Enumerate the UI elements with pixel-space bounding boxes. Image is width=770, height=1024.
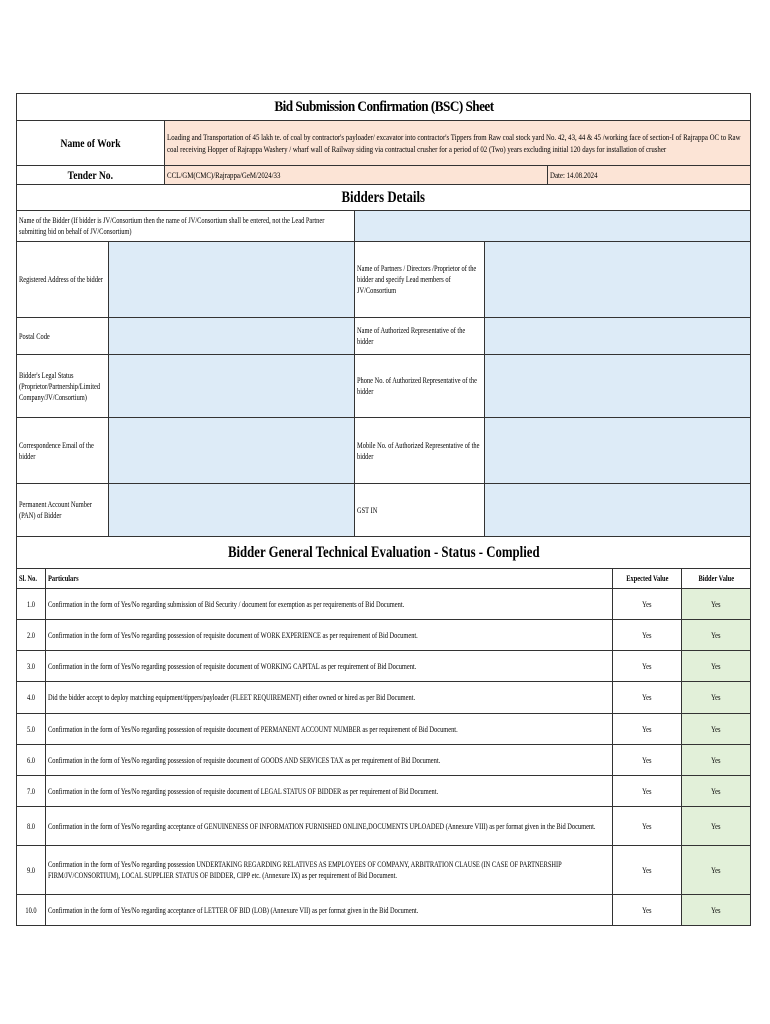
row-expected-value: Yes xyxy=(613,807,682,846)
row-particulars: Confirmation in the form of Yes/No regarding possession of requisite document of PERMANENT ACCOUNT NUMBER as per requirement of Bid Document. xyxy=(46,714,613,745)
row-particulars: Confirmation in the form of Yes/No regarding possession of requisite document of GOODS AND SERVICES TAX as per requirement of Bid Document. xyxy=(46,745,613,776)
registered-address-label: Registered Address of the bidder xyxy=(17,242,109,318)
row-sl-no: 6.0 xyxy=(17,745,46,776)
row-particulars: Confirmation in the form of Yes/No regarding acceptance of GENUINENESS OF INFORMATION FURNISHED ONLINE,DOCUMENTS UPLOADED (Annexure VIII) as per format given in the Bid Document. xyxy=(46,807,613,846)
row-bidder-value[interactable]: Yes xyxy=(682,895,751,926)
pan-label: Permanent Account Number (PAN) of Bidder xyxy=(17,484,109,537)
row-bidder-value[interactable]: Yes xyxy=(682,682,751,714)
table-row xyxy=(17,682,751,714)
rep-mobile-input[interactable] xyxy=(485,418,751,484)
rep-phone-input[interactable] xyxy=(485,355,751,418)
row-expected-value: Yes xyxy=(613,846,682,895)
name-of-work-value[interactable]: Loading and Transportation of 45 lakh te. of coal by contractor's payloader/ excavator into contractor's Tippers from Raw coal stock yard No. 42, 43, 44 & 45 /working face of section-I of Rajrappa OC to Raw coal receiving Hopper of Rajrappa Washery / wharf wall of Railway siding via contractual crusher for a period of 02 (Two) years excluding initial 120 days for installation of crusher xyxy=(165,121,751,166)
authorized-rep-name-input[interactable] xyxy=(485,318,751,355)
evaluation-header-row xyxy=(17,569,751,589)
row-particulars: Confirmation in the form of Yes/No regarding possession of requisite document of WORKING CAPITAL as per requirement of Bid Document. xyxy=(46,651,613,682)
row-particulars: Confirmation in the form of Yes/No regarding possession of requisite document of LEGAL STATUS OF BIDDER as per requirement of Bid Document. xyxy=(46,776,613,807)
table-row xyxy=(17,776,751,807)
table-row xyxy=(17,846,751,895)
bidder-name-input[interactable] xyxy=(355,211,751,242)
table-row xyxy=(17,807,751,846)
sheet-title: Bid Submission Confirmation (BSC) Sheet xyxy=(61,94,707,121)
pan-input[interactable] xyxy=(109,484,355,537)
row-expected-value: Yes xyxy=(613,589,682,620)
row-sl-no: 1.0 xyxy=(17,589,46,620)
row-expected-value: Yes xyxy=(613,745,682,776)
evaluation-table xyxy=(16,568,751,926)
row-sl-no: 7.0 xyxy=(17,776,46,807)
row-bidder-value[interactable]: Yes xyxy=(682,620,751,651)
col-particulars: Particulars xyxy=(46,569,613,589)
gstin-label: GST IN xyxy=(355,484,485,537)
row-sl-no: 4.0 xyxy=(17,682,46,714)
correspondence-email-input[interactable] xyxy=(109,418,355,484)
table-row xyxy=(17,651,751,682)
row-bidder-value[interactable]: Yes xyxy=(682,807,751,846)
row-bidder-value[interactable]: Yes xyxy=(682,745,751,776)
row-bidder-value[interactable]: Yes xyxy=(682,589,751,620)
row-bidder-value[interactable]: Yes xyxy=(682,651,751,682)
tender-no-value[interactable]: CCL/GM(CMC)/Rajrappa/GeM/2024/33 xyxy=(165,166,548,185)
header-table xyxy=(16,93,751,211)
registered-address-input[interactable] xyxy=(109,242,355,318)
authorized-rep-name-label: Name of Authorized Representative of the bidder xyxy=(355,318,485,355)
table-row xyxy=(17,714,751,745)
bidders-details-heading: Bidders Details xyxy=(17,185,751,211)
row-sl-no: 8.0 xyxy=(17,807,46,846)
legal-status-input[interactable] xyxy=(109,355,355,418)
tender-date: Date: 14.08.2024 xyxy=(548,166,751,185)
table-row xyxy=(17,895,751,926)
correspondence-email-label: Correspondence Email of the bidder xyxy=(17,418,109,484)
row-expected-value: Yes xyxy=(613,651,682,682)
row-sl-no: 5.0 xyxy=(17,714,46,745)
row-expected-value: Yes xyxy=(613,682,682,714)
rep-mobile-label: Mobile No. of Authorized Representative of the bidder xyxy=(355,418,485,484)
row-bidder-value[interactable]: Yes xyxy=(682,846,751,895)
row-particulars: Confirmation in the form of Yes/No regarding submission of Bid Security / document for exemption as per requirements of Bid Document. xyxy=(46,589,613,620)
row-sl-no: 2.0 xyxy=(17,620,46,651)
col-expected-value: Expected Value xyxy=(613,569,682,589)
name-of-work-label: Name of Work xyxy=(17,121,165,166)
table-row xyxy=(17,620,751,651)
row-sl-no: 9.0 xyxy=(17,846,46,895)
rep-phone-label: Phone No. of Authorized Representative of the bidder xyxy=(355,355,485,418)
row-expected-value: Yes xyxy=(613,776,682,807)
col-bidder-value: Bidder Value xyxy=(682,569,751,589)
tender-no-label: Tender No. xyxy=(17,166,165,185)
partners-input[interactable] xyxy=(485,242,751,318)
postal-code-input[interactable] xyxy=(109,318,355,355)
col-sl-no: Sl. No. xyxy=(17,569,46,589)
bidder-name-label: Name of the Bidder (If bidder is JV/Consortium then the name of JV/Consortium shall be entered, not the Lead Partner submitting bid on behalf of JV/Consortium) xyxy=(17,211,355,242)
row-particulars: Confirmation in the form of Yes/No regarding acceptance of LETTER OF BID (LOB) (Annexure VII) as per format given in the Bid Document. xyxy=(46,895,613,926)
row-expected-value: Yes xyxy=(613,620,682,651)
row-sl-no: 10.0 xyxy=(17,895,46,926)
row-bidder-value[interactable]: Yes xyxy=(682,714,751,745)
bsc-sheet xyxy=(16,93,750,926)
row-bidder-value[interactable]: Yes xyxy=(682,776,751,807)
row-particulars: Did the bidder accept to deploy matching equipment/tippers/payloader (FLEET REQUIREMENT) either owned or hired as per Bid Document. xyxy=(46,682,613,714)
postal-code-label: Postal Code xyxy=(17,318,109,355)
row-particulars: Confirmation in the form of Yes/No regarding possession UNDERTAKING REGARDING RELATIVES AS EMPLOYEES OF COMPANY, ARBITRATION CLAUSE (IN CASE OF PARTNERSHIP FIRM/JV/CONSORTIUM), LOCAL SUPPLIER STATUS OF BIDDER, CIPP etc. (Annexure IX) as per requirement of Bid Document. xyxy=(46,846,613,895)
partners-label: Name of Partners / Directors /Proprietor of the bidder and specify Lead members of JV/Consortium xyxy=(355,242,485,318)
evaluation-heading: Bidder General Technical Evaluation - Status - Complied xyxy=(17,537,751,569)
row-particulars: Confirmation in the form of Yes/No regarding possession of requisite document of WORK EXPERIENCE as per requirement of Bid Document. xyxy=(46,620,613,651)
gstin-input[interactable] xyxy=(485,484,751,537)
row-sl-no: 3.0 xyxy=(17,651,46,682)
legal-status-label: Bidder's Legal Status (Proprietor/Partnership/Limited Company/JV/Consortium) xyxy=(17,355,109,418)
table-row xyxy=(17,745,751,776)
row-expected-value: Yes xyxy=(613,895,682,926)
bidders-details-table xyxy=(16,210,751,569)
row-expected-value: Yes xyxy=(613,714,682,745)
table-row xyxy=(17,589,751,620)
